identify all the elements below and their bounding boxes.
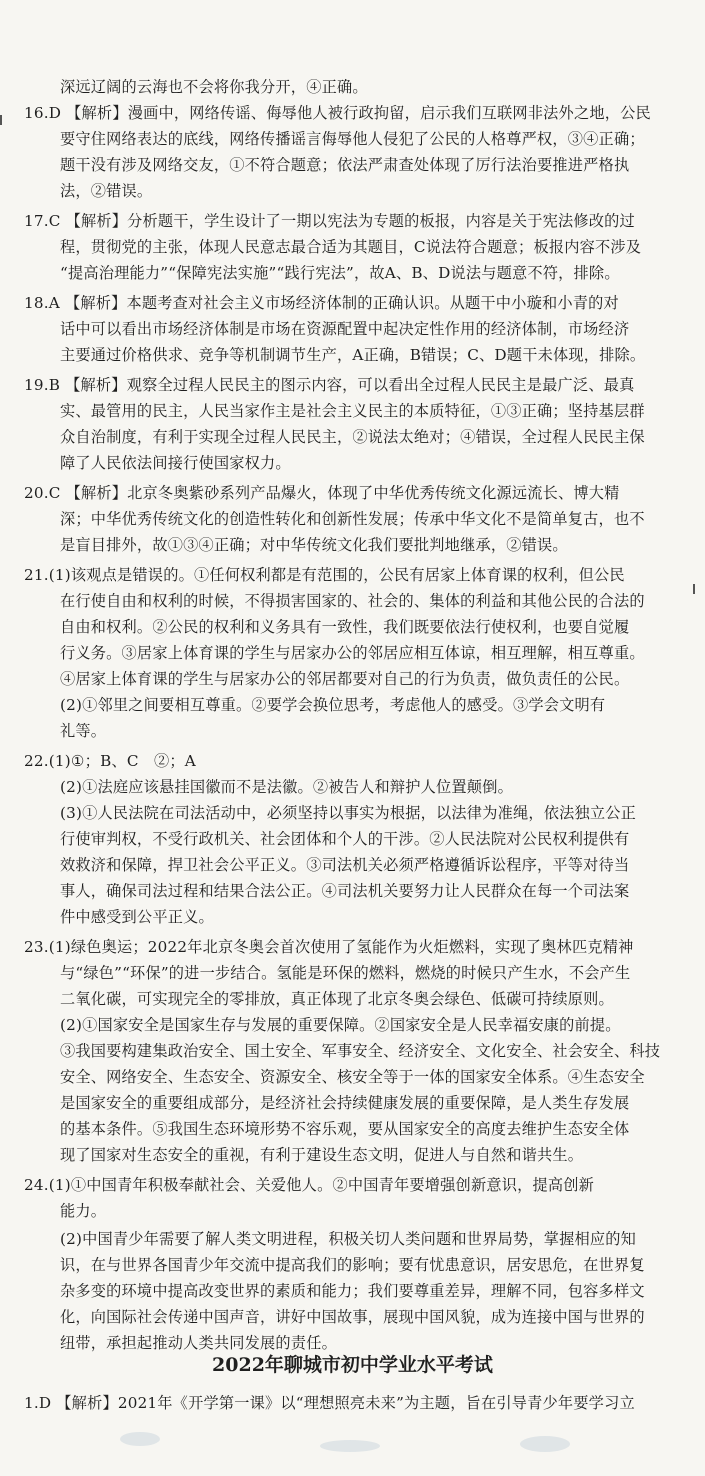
text-line: 1.D 【解析】2021年《开学第一课》以“理想照亮未来”为主题，旨在引导青少年要学习立 — [24, 1394, 635, 1412]
text-line: 20.C 【解析】北京冬奥紫砂系列产品爆火，体现了中华优秀传统文化源远流长、博大精 — [24, 484, 620, 502]
text-line: 实、最管用的民主，人民当家作主是社会主义民主的本质特征，①③正确；坚持基层群 — [60, 402, 645, 420]
text-line: 话中可以看出市场经济体制是市场在资源配置中起决定性作用的经济体制，市场经济 — [60, 320, 630, 338]
text-line: 事人，确保司法过程和结果合法公正。④司法机关要努力让人民群众在每一个司法案 — [60, 882, 630, 900]
text-line: 18.A 【解析】本题考查对社会主义市场经济体制的正确认识。从题干中小璇和小青的对 — [24, 294, 619, 312]
text-line: (2)中国青少年需要了解人类文明进程，积极关切人类问题和世界局势，掌握相应的知 — [60, 1230, 637, 1248]
text-line: 题干没有涉及网络交友，①不符合题意；依法严肃查处体现了厉行法治要推进严格执 — [60, 156, 630, 174]
text-line: 23.(1)绿色奥运；2022年北京冬奥会首次使用了氢能作为火炬燃料，实现了奥林匹克精神 — [24, 938, 634, 956]
text-line: 障了人民依法间接行使国家权力。 — [60, 454, 291, 472]
text-line: (3)①人民法院在司法活动中，必须坚持以事实为根据，以法律为准绳，依法独立公正 — [60, 804, 637, 822]
text-line: (2)①邻里之间要相互尊重。②要学会换位思考，考虑他人的感受。③学会文明有 — [60, 696, 606, 714]
text-line: 的基本条件。⑤我国生态环境形势不容乐观，要从国家安全的高度去维护生态安全体 — [60, 1120, 630, 1138]
text-line: 纽带，承担起推动人类共同发展的责任。 — [60, 1334, 337, 1352]
text-line: 17.C 【解析】分析题干，学生设计了一期以宪法为专题的板报，内容是关于宪法修改的过 — [24, 212, 635, 230]
text-line: 程，贯彻党的主张，体现人民意志最合适为其题目，C说法符合题意；板报内容不涉及 — [60, 238, 642, 256]
section-title: 2022年聊城市初中学业水平考试 — [212, 1354, 493, 1376]
text-line: 效救济和保障，捍卫社会公平正义。③司法机关必须严格遵循诉讼程序，平等对待当 — [60, 856, 630, 874]
text-line: 法，②错误。 — [60, 182, 153, 200]
text-line: 要守住网络表达的底线，网络传播谣言侮辱他人侵犯了公民的人格尊严权，③④正确； — [60, 130, 645, 148]
text-line: ③我国要构建集政治安全、国土安全、军事安全、经济安全、文化安全、社会安全、科技 — [60, 1042, 661, 1060]
margin-mark — [0, 115, 2, 125]
text-line: 件中感受到公平正义。 — [60, 908, 214, 926]
text-line: 19.B 【解析】观察全过程人民民主的图示内容，可以看出全过程人民民主是最广泛、最真 — [24, 376, 635, 394]
text-line: ④居家上体育课的学生与居家办公的邻居都要对自己的行为负责，做负责任的公民。 — [60, 670, 630, 688]
text-line: 杂多变的环境中提高改变世界的素质和能力；我们要尊重差异，理解不同，包容多样文 — [60, 1282, 645, 1300]
text-line: 在行使自由和权利的时候，不得损害国家的、社会的、集体的利益和其他公民的合法的 — [60, 592, 645, 610]
text-line: (2)①法庭应该悬挂国徽而不是法徽。②被告人和辩护人位置颠倒。 — [60, 778, 513, 796]
text-line: 行义务。③居家上体育课的学生与居家办公的邻居应相互体谅，相互理解，相互尊重。 — [60, 644, 645, 662]
text-line: “提高治理能力”“保障宪法实施”“践行宪法”，故A、B、D说法与题意不符，排除。 — [60, 264, 620, 282]
text-line: 16.D 【解析】漫画中，网络传谣、侮辱他人被行政拘留，启示我们互联网非法外之地，公民 — [24, 104, 651, 122]
text-line: 现了国家对生态安全的重视，有利于建设生态文明，促进人与自然和谐共生。 — [60, 1146, 584, 1164]
text-line: 二氧化碳，可实现完全的零排放，真正体现了北京冬奥会绿色、低碳可持续原则。 — [60, 990, 614, 1008]
text-line: 化，向国际社会传递中国声音，讲好中国故事，展现中国风貌，成为连接中国与世界的 — [60, 1308, 645, 1326]
text-line: 主要通过价格供求、竞争等机制调节生产，A正确，B错误；C、D题干未体现，排除。 — [60, 346, 646, 364]
text-line: 21.(1)该观点是错误的。①任何权利都是有范围的，公民有居家上体育课的权利，但公民 — [24, 566, 625, 584]
text-line: 自由和权利。②公民的权利和义务具有一致性，我们既要依法行使权利，也要自觉履 — [60, 618, 630, 636]
text-line: 是盲目排外，故①③④正确；对中华传统文化我们要批判地继承，②错误。 — [60, 536, 568, 554]
text-line: 深；中华优秀传统文化的创造性转化和创新性发展；传承中华文化不是简单复古，也不 — [60, 510, 645, 528]
text-line: 与“绿色”“环保”的进一步结合。氢能是环保的燃料，燃烧的时候只产生水，不会产生 — [60, 964, 631, 982]
text-line: 22.(1)①；B、C ②；A — [24, 752, 196, 770]
text-line: 安全、网络安全、生态安全、资源安全、核安全等于一体的国家安全体系。④生态安全 — [60, 1068, 645, 1086]
text-line: 能力。 — [60, 1202, 107, 1220]
text-line: 24.(1)①中国青年积极奉献社会、关爱他人。②中国青年要增强创新意识，提高创新 — [24, 1176, 595, 1194]
text-line: 行使审判权，不受行政机关、社会团体和个人的干涉。②人民法院对公民权利提供有 — [60, 830, 630, 848]
text-line: 深远辽阔的云海也不会将你我分开，④正确。 — [60, 78, 368, 96]
text-line: (2)①国家安全是国家生存与发展的重要保障。②国家安全是人民幸福安康的前提。 — [60, 1016, 621, 1034]
text-line: 识，在与世界各国青少年交流中提高我们的影响；要有忧患意识，居安思危，在世界复 — [60, 1256, 645, 1274]
text-line: 众自治制度，有利于实现全过程人民民主，②说法太绝对；④错误，全过程人民民主保 — [60, 428, 645, 446]
text-line: 是国家安全的重要组成部分，是经济社会持续健康发展的重要保障，是人类生存发展 — [60, 1094, 630, 1112]
text-line: 礼等。 — [60, 722, 107, 740]
